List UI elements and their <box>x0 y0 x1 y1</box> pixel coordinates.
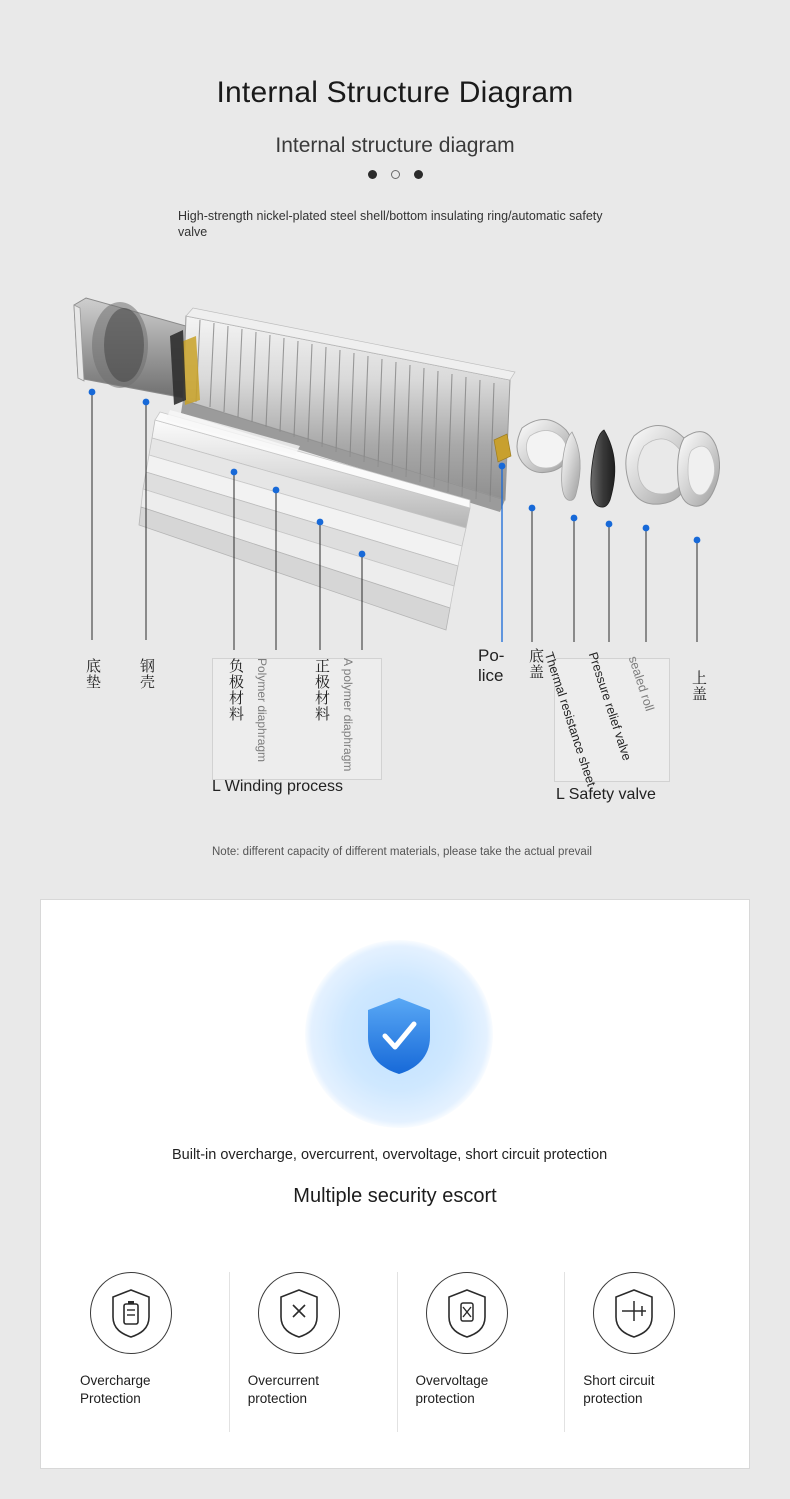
label-steel-shell: 钢壳 <box>138 658 155 690</box>
carousel-dots[interactable] <box>0 170 790 179</box>
structure-caption: High-strength nickel-plated steel shell/bottom insulating ring/automatic safety valve <box>178 209 603 239</box>
security-heading: Multiple security escort <box>293 1185 497 1207</box>
carousel-dot-1[interactable] <box>368 170 377 179</box>
label-polymer-diaphragm-2: A polymer diaphragm <box>341 658 355 772</box>
feature-label-overcharge: Overcharge Protection <box>80 1373 151 1406</box>
feature-overcurrent <box>229 1272 397 1432</box>
label-pressure-relief-valve: Pressure relief valve <box>585 650 635 763</box>
feature-label-overcurrent: Overcurrent protection <box>247 1373 320 1406</box>
carousel-dot-2[interactable] <box>391 170 400 179</box>
short-circuit-shield-icon <box>593 1272 675 1354</box>
feature-list <box>62 1272 732 1432</box>
label-police: Po-lice <box>478 646 505 685</box>
label-top-cover: 上盖 <box>690 670 707 702</box>
label-thermal-resistance-sheet: Thermal resistance sheet <box>541 650 599 789</box>
battery-shield-icon <box>90 1272 172 1354</box>
group-label-winding: L Winding process <box>212 778 344 795</box>
diagram-graphics <box>0 250 790 890</box>
carousel-dot-3[interactable] <box>414 170 423 179</box>
diagram-note: Note: different capacity of different materials, please take the actual prevail <box>212 846 592 858</box>
page-title: Internal Structure Diagram <box>216 76 574 109</box>
feature-short-circuit <box>564 1272 732 1432</box>
label-bottom-cover: 底盖 <box>527 648 544 680</box>
feature-label-overvoltage: Overvoltage protection <box>415 1373 489 1406</box>
label-polymer-diaphragm-1: Polymer diaphragm <box>255 658 269 763</box>
overvoltage-shield-icon <box>426 1272 508 1354</box>
feature-overvoltage <box>397 1272 565 1432</box>
label-anode-material: 负极材料 <box>227 658 244 722</box>
label-cathode-material: 正极材料 <box>313 658 330 722</box>
feature-overcharge <box>62 1272 229 1432</box>
security-description: Built-in overcharge, overcurrent, overvoltage, short circuit protection <box>172 1147 608 1163</box>
label-bottom-pad: 底垫 <box>84 658 101 690</box>
page-subtitle: Internal structure diagram <box>275 134 515 157</box>
label-sealed-roll: sealed roll <box>625 654 657 713</box>
group-label-safety-valve: L Safety valve <box>556 786 656 803</box>
feature-label-short-circuit: Short circuit protection <box>583 1373 655 1406</box>
overcurrent-shield-icon <box>258 1272 340 1354</box>
small-parts-graphic <box>494 419 720 507</box>
exploded-view-diagram <box>0 250 790 890</box>
shield-check-icon <box>364 995 434 1077</box>
